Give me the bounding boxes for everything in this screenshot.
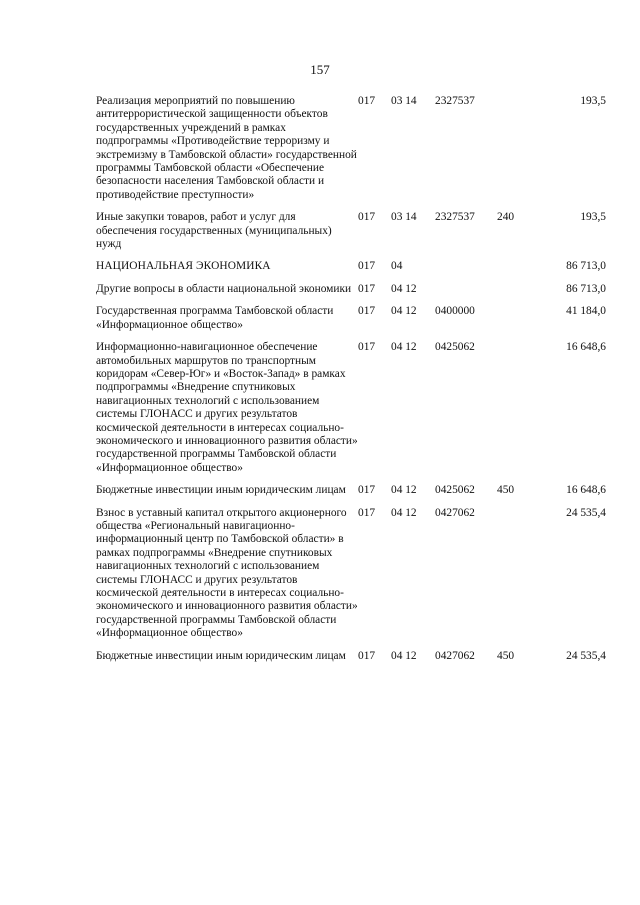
row-sum: 16 648,6 <box>566 341 606 354</box>
row-name: Другие вопросы в области национальной экономики <box>96 282 352 295</box>
row-expense-type-code <box>497 341 531 484</box>
row-department-code: 017 <box>358 341 376 354</box>
row-section-code: 04 12 <box>391 282 417 295</box>
row-sum: 16 648,6 <box>566 484 606 497</box>
row-name: Реализация мероприятий по повышению антитеррористической защищенности объектов государственных учреждений в рамках подпрограммы «Противодействие терроризму и экстремизму в Тамбовской области» государственной программы Тамбовской области «Обеспечение безопасности населения Тамбовской области и противодействие преступности» <box>96 95 357 201</box>
row-target-article-code: 2327537 <box>435 95 475 107</box>
row-section-code: 04 12 <box>391 341 417 354</box>
row-section-code: 03 14 <box>391 211 417 224</box>
table-row <box>96 305 606 341</box>
row-target-article-code <box>435 283 497 305</box>
row-target-article-code: 2327537 <box>435 211 475 224</box>
row-name: Взнос в уставный капитал открытого акционерного общества «Региональный навигационно-информационный центр по Тамбовской области» в рамках подпрограммы «Внедрение спутниковых навигационных технологий с использованием системы ГЛОНАСС и других результатов космической деятельности в интересах социально-экономического и инновационного развития области» государственной программы Тамбовской области «Информационное общество» <box>96 506 358 640</box>
row-expense-type-code <box>497 283 531 305</box>
row-name: Бюджетные инвестиции иным юридическим лицам <box>96 484 346 497</box>
row-name: Иные закупки товаров, работ и услуг для обеспечения государственных (муниципальных) нужд <box>96 211 332 251</box>
row-expense-type-code <box>497 260 531 282</box>
table-row <box>96 283 606 305</box>
row-department-code: 017 <box>358 211 376 224</box>
row-sum: 193,5 <box>580 211 606 224</box>
row-name: Бюджетные инвестиции иным юридическим лицам <box>96 649 346 662</box>
row-sum: 24 535,4 <box>566 649 606 662</box>
row-target-article-code <box>435 260 497 282</box>
table-row <box>96 507 606 650</box>
row-name: НАЦИОНАЛЬНАЯ ЭКОНОМИКА <box>96 260 271 273</box>
row-expense-type-code <box>497 507 531 650</box>
row-target-article-code: 0427062 <box>435 649 475 662</box>
row-department-code: 017 <box>358 95 376 107</box>
table-row <box>96 95 606 211</box>
row-department-code: 017 <box>358 484 376 497</box>
row-department-code: 017 <box>358 260 376 273</box>
page-number: 157 <box>310 62 330 77</box>
table-row <box>96 260 606 282</box>
row-expense-type-code: 450 <box>497 649 515 662</box>
row-department-code: 017 <box>358 305 376 318</box>
row-sum: 86 713,0 <box>566 260 606 273</box>
row-section-code: 04 12 <box>391 649 417 662</box>
table-row <box>96 484 606 506</box>
row-expense-type-code: 450 <box>497 484 515 497</box>
row-name: Информационно-навигационное обеспечение автомобильных маршрутов по транспортным коридорам «Север-Юг» и «Восток-Запад» в рамках подпрограммы «Внедрение спутниковых навигационных технологий с использованием системы ГЛОНАСС и других результатов космической деятельности в интересах социально-экономического и инновационного развития области» государственной программы Тамбовской области «Информационное общество» <box>96 341 358 474</box>
row-department-code: 017 <box>358 649 376 662</box>
row-name: Государственная программа Тамбовской области «Информационное общество» <box>96 305 334 331</box>
row-sum: 86 713,0 <box>566 282 606 295</box>
table-row <box>96 211 606 260</box>
row-target-article-code: 0427062 <box>435 506 475 519</box>
row-section-code: 04 12 <box>391 506 417 519</box>
row-section-code: 04 <box>391 260 403 273</box>
row-department-code: 017 <box>358 506 376 519</box>
row-section-code: 04 12 <box>391 305 417 318</box>
row-department-code: 017 <box>358 282 376 295</box>
table-row <box>96 341 606 484</box>
budget-table <box>96 95 606 672</box>
row-sum: 41 184,0 <box>566 305 606 318</box>
table-row <box>96 650 606 672</box>
row-expense-type-code <box>497 305 531 341</box>
budget-table-body <box>96 95 606 672</box>
row-section-code: 03 14 <box>391 95 417 107</box>
row-target-article-code: 0400000 <box>435 305 475 318</box>
row-target-article-code: 0425062 <box>435 341 475 354</box>
row-target-article-code: 0425062 <box>435 484 475 497</box>
row-sum: 24 535,4 <box>566 506 606 519</box>
row-expense-type-code <box>497 95 531 211</box>
row-expense-type-code: 240 <box>497 211 515 224</box>
row-sum: 193,5 <box>580 95 606 107</box>
row-section-code: 04 12 <box>391 484 417 497</box>
